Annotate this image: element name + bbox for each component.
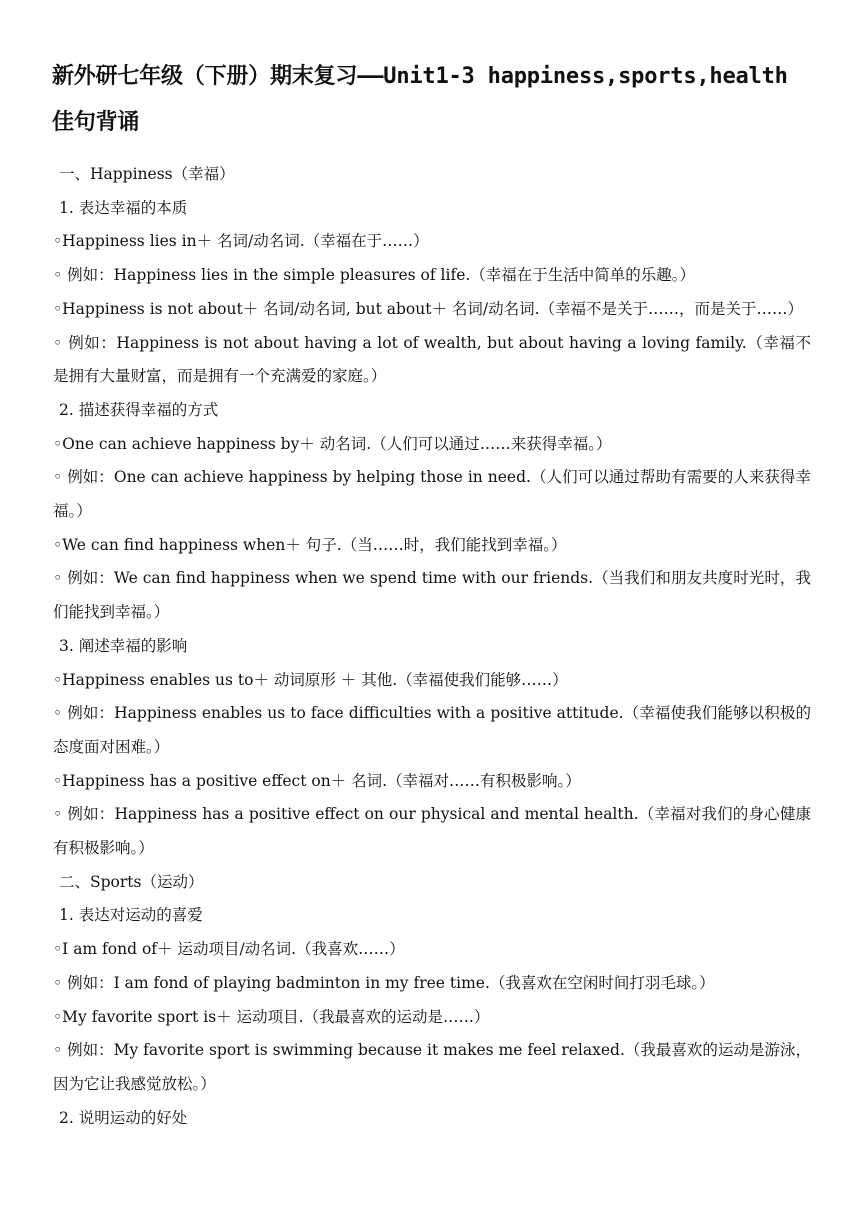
- example-sentence: ◦ 例如：I am fond of playing badminton in my free time.（我喜欢在空闲时间打羽毛球。）: [53, 973, 715, 992]
- sentence-pattern: ◦Happiness has a positive effect on＋ 名词.（幸福对……有积极影响。）: [53, 771, 581, 790]
- example-sentence: ◦ 例如：My favorite sport is swimming because it makes me feel relaxed.（我最喜欢的运动是游泳，因为它让我感觉放松。）: [53, 1041, 811, 1093]
- example-sentence: ◦ 例如：Happiness is not about having a lot of wealth, but about having a loving family.（幸福不是拥有大量财富，而是拥有一个充满爱的家庭。）: [53, 333, 811, 386]
- example-sentence: ◦ 例如：We can find happiness when we spend time with our friends.（当我们和朋友共度时光时，我们能找到幸福。）: [53, 569, 811, 622]
- subsection-heading: 3. 阐述幸福的影响: [59, 636, 188, 655]
- example-sentence: ◦ 例如：One can achieve happiness by helping those in need.（人们可以通过帮助有需要的人来获得幸福。）: [53, 468, 811, 521]
- title-line-1: 新外研七年级（下册）期末复习——Unit1-3 happiness,sports,health: [52, 64, 788, 89]
- subsection-heading: 2. 说明运动的好处: [59, 1108, 188, 1127]
- sentence-pattern: ◦Happiness lies in＋ 名词/动名词.（幸福在于……）: [53, 232, 429, 251]
- title-line-2: 佳句背诵: [52, 110, 140, 135]
- subsection-heading: 2. 描述获得幸福的方式: [59, 400, 219, 419]
- example-sentence: ◦ 例如：Happiness lies in the simple pleasures of life.（幸福在于生活中简单的乐趣。）: [53, 266, 696, 285]
- example-sentence: ◦ 例如：Happiness has a positive effect on our physical and mental health.（幸福对我们的身心健康有积极影响。）: [53, 805, 811, 858]
- page-title: [52, 54, 832, 146]
- sentence-pattern: ◦Happiness is not about＋ 名词/动名词, but about＋ 名词/动名词.（幸福不是关于……，而是关于……）: [53, 299, 804, 318]
- subsection-heading: 1. 表达幸福的本质: [59, 198, 188, 217]
- section-heading-happiness: 一、Happiness（幸福）: [59, 165, 235, 183]
- sentence-pattern: ◦Happiness enables us to＋ 动词原形 ＋ 其他.（幸福使我们能够……）: [53, 670, 568, 689]
- sentence-pattern: ◦My favorite sport is＋ 运动项目.（我最喜欢的运动是……）: [53, 1007, 490, 1026]
- example-sentence: ◦ 例如：Happiness enables us to face difficulties with a positive attitude.（幸福使我们能够以积极的态度面对困难。）: [53, 704, 811, 756]
- sentence-pattern: ◦I am fond of＋ 运动项目/动名词.（我喜欢……）: [53, 940, 405, 959]
- sentence-pattern: ◦One can achieve happiness by＋ 动名词.（人们可以通过……来获得幸福。）: [53, 434, 612, 453]
- sentence-pattern: ◦We can find happiness when＋ 句子.（当……时，我们能找到幸福。）: [53, 535, 567, 554]
- document-body: [53, 158, 811, 1135]
- section-heading-sports: 二、Sports（运动）: [59, 872, 204, 891]
- subsection-heading: 1. 表达对运动的喜爱: [59, 906, 203, 925]
